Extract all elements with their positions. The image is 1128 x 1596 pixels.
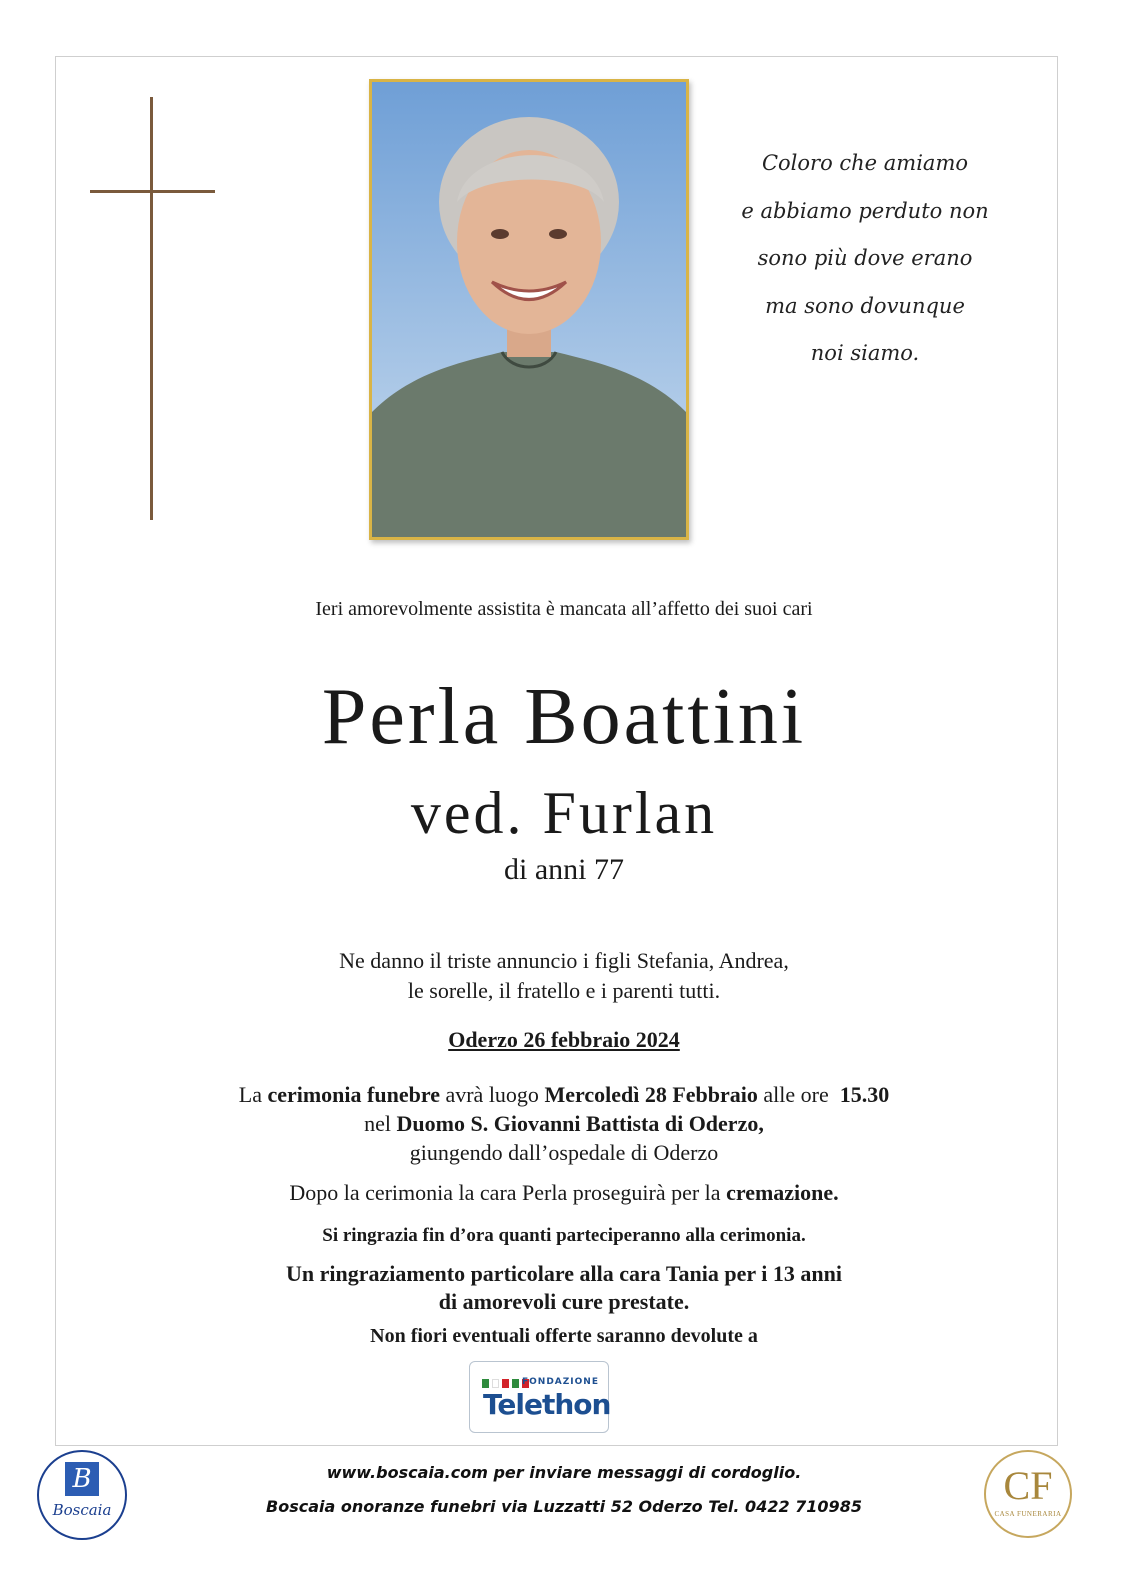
widow-of: ved. Furlan bbox=[410, 780, 718, 846]
cross-icon-bar bbox=[90, 190, 215, 193]
boscaia-logo bbox=[37, 1450, 127, 1540]
text: cerimonia funebre bbox=[267, 1082, 440, 1107]
text: avrà luogo bbox=[439, 1082, 545, 1107]
quote-line: Coloro che amiamo bbox=[761, 151, 969, 175]
announcement-line: Ne danno il triste annuncio i figli Stefania, Andrea, bbox=[339, 948, 789, 973]
text: 15.30 bbox=[839, 1082, 890, 1107]
telethon-logo bbox=[469, 1361, 609, 1433]
quote-line: e abbiamo perduto non bbox=[741, 198, 989, 223]
text: nel bbox=[364, 1111, 397, 1136]
telethon-name: Telethon bbox=[483, 1388, 611, 1421]
announcement bbox=[0, 946, 1128, 1006]
ceremony-line bbox=[0, 1080, 1128, 1109]
boscaia-text: Boscaia bbox=[52, 1501, 112, 1519]
text: alle ore bbox=[757, 1082, 840, 1107]
quote-line: noi siamo. bbox=[810, 341, 920, 365]
telethon-fondazione: FONDAZIONE bbox=[522, 1377, 599, 1387]
cross-icon bbox=[150, 97, 153, 520]
quote-line: sono più dove erano bbox=[757, 246, 973, 270]
cremation-line bbox=[0, 1180, 1128, 1206]
footer-address: Boscaia onoranze funebri via Luzzatti 52 Oderzo Tel. 0422 710985 bbox=[266, 1497, 862, 1516]
special-thanks bbox=[0, 1260, 1128, 1316]
thanks-line: Un ringraziamento particolare alla cara Tania per i 13 anni bbox=[286, 1261, 842, 1286]
quote-line: ma sono dovunque bbox=[765, 293, 965, 318]
cf-monogram: CF bbox=[1003, 1463, 1053, 1508]
boscaia-monogram: B bbox=[65, 1462, 99, 1496]
cf-text: CASA FUNERARIA bbox=[994, 1510, 1062, 1518]
text: Mercoledì 28 Febbraio bbox=[544, 1082, 758, 1107]
age-text: di anni 77 bbox=[504, 853, 624, 886]
text: Dopo la cerimonia la cara Perla proseguirà per la bbox=[289, 1180, 727, 1205]
text: cremazione. bbox=[726, 1180, 839, 1205]
memorial-quote bbox=[730, 140, 1000, 378]
casa-funeraria-logo bbox=[984, 1450, 1072, 1538]
intro-text: Ieri amorevolmente assistita è mancata all’affetto dei suoi cari bbox=[315, 598, 813, 620]
place-date: Oderzo 26 febbraio 2024 bbox=[448, 1027, 680, 1052]
no-flowers-line: Non fiori eventuali offerte saranno devolute a bbox=[370, 1325, 758, 1347]
deceased-name: Perla Boattini bbox=[321, 673, 807, 761]
text: La bbox=[238, 1082, 268, 1107]
ceremony-details bbox=[0, 1080, 1128, 1167]
thanks-line: Si ringrazia fin d’ora quanti parteciperanno alla cerimonia. bbox=[322, 1225, 806, 1246]
text: Duomo S. Giovanni Battista di Oderzo, bbox=[396, 1111, 764, 1136]
ceremony-line: giungendo dall’ospedale di Oderzo bbox=[409, 1140, 719, 1165]
announcement-line: le sorelle, il fratello e i parenti tutti. bbox=[407, 978, 721, 1003]
portrait-photo bbox=[369, 79, 689, 540]
ceremony-line bbox=[0, 1109, 1128, 1138]
footer-website: www.boscaia.com per inviare messaggi di cordoglio. bbox=[326, 1463, 802, 1482]
thanks-line: di amorevoli cure prestate. bbox=[438, 1289, 690, 1314]
